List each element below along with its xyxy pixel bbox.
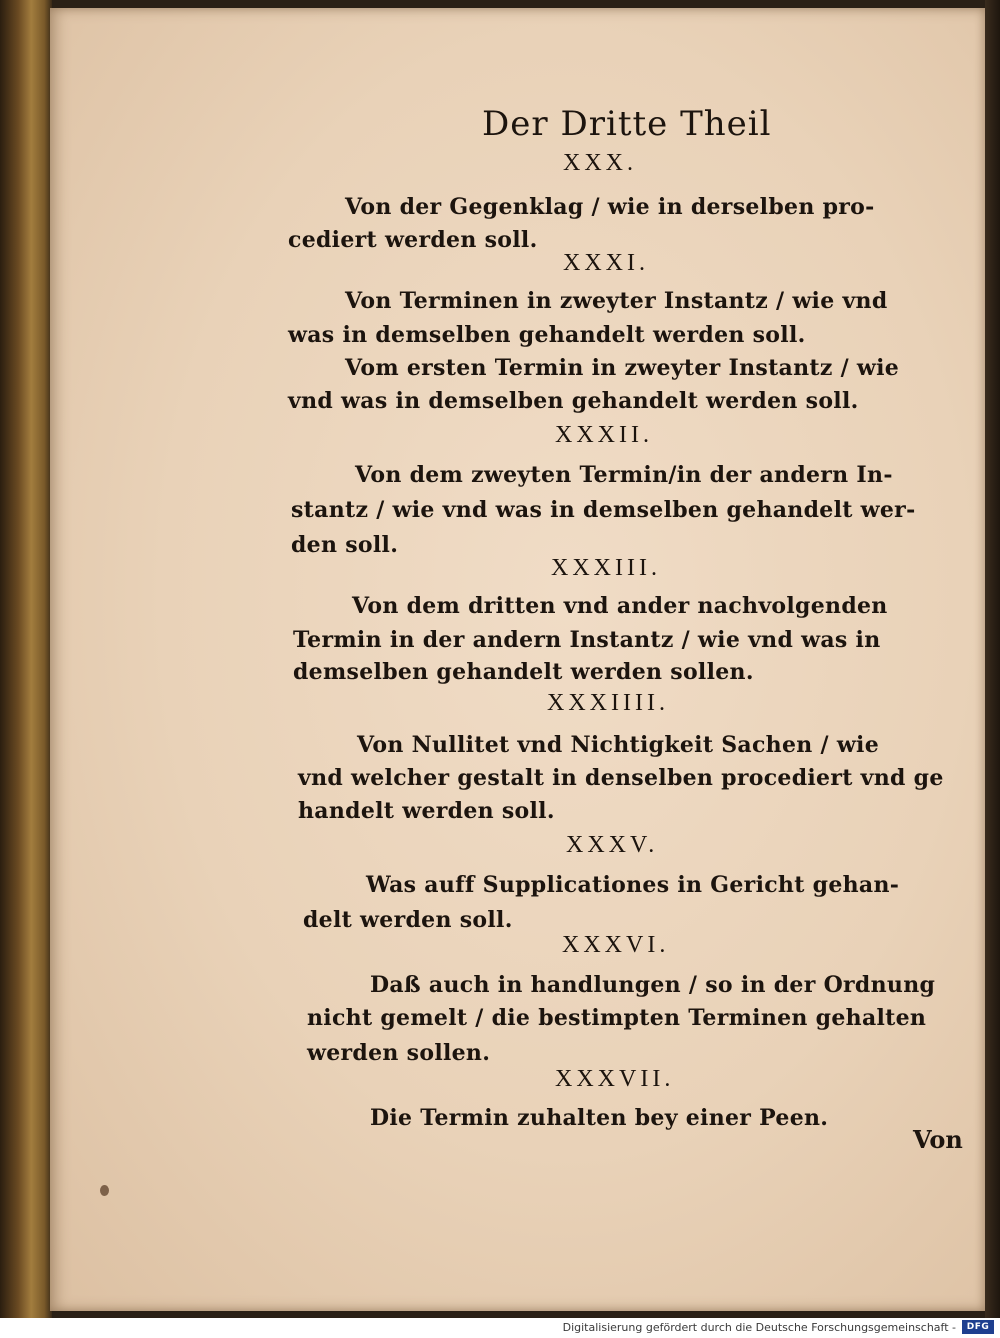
chapter-numeral: XXXVI. <box>562 932 670 958</box>
entry-line: Daß auch in handlungen / so in der Ordnung <box>370 972 936 998</box>
chapter-numeral: XXXIII. <box>551 555 661 581</box>
entry-line: vnd was in demselben gehandelt werden soll. <box>288 388 859 414</box>
running-header: Der Dritte Theil <box>482 104 772 144</box>
dfg-logo: DFG <box>962 1320 994 1334</box>
entry-line: vnd welcher gestalt in denselben procediert vnd ge <box>298 765 944 791</box>
chapter-numeral: XXXIIII. <box>547 690 669 716</box>
entry-line: Von dem dritten vnd ander nachvolgenden <box>352 593 888 619</box>
entry-line: werden sollen. <box>307 1040 491 1066</box>
entry-line: Von der Gegenklag / wie in derselben pro- <box>345 194 875 220</box>
entry-line: den soll. <box>291 532 399 558</box>
entry-line: Von Nullitet vnd Nichtigkeit Sachen / wie <box>357 732 880 758</box>
catchword: Von <box>913 1125 963 1154</box>
entry-line: Von dem zweyten Termin/in der andern In- <box>355 462 893 488</box>
book-spine <box>0 0 52 1318</box>
entry-line: handelt werden soll. <box>298 798 555 824</box>
entry-line: was in demselben gehandelt werden soll. <box>288 322 806 348</box>
entry-line: Vom ersten Termin in zweyter Instantz / wie <box>345 355 900 381</box>
entry-line: Was auff Supplicationes in Gericht gehan- <box>366 872 900 898</box>
entry-line: stantz / wie vnd was in demselben gehandelt wer- <box>291 497 916 523</box>
funding-credit: Digitalisierung gefördert durch die Deutsche Forschungsgemeinschaft - <box>562 1321 956 1334</box>
paper-stain <box>100 1185 109 1196</box>
entry-line: Termin in der andern Instantz / wie vnd was in <box>293 627 881 653</box>
chapter-numeral: XXXII. <box>555 422 653 448</box>
chapter-numeral: XXX. <box>563 150 637 176</box>
entry-line: nicht gemelt / die bestimpten Terminen gehalten <box>307 1005 927 1031</box>
entry-line: delt werden soll. <box>303 907 513 933</box>
chapter-numeral: XXXVII. <box>555 1066 675 1092</box>
chapter-numeral: XXXI. <box>563 250 649 276</box>
entry-line: demselben gehandelt werden sollen. <box>293 659 754 685</box>
chapter-numeral: XXXV. <box>566 832 659 858</box>
entry-line: cediert werden soll. <box>288 227 538 253</box>
entry-line: Von Terminen in zweyter Instantz / wie vnd <box>345 288 888 314</box>
entry-line: Die Termin zuhalten bey einer Peen. <box>370 1105 829 1131</box>
page-edge <box>985 0 1000 1318</box>
digitization-footer <box>0 1318 1000 1338</box>
